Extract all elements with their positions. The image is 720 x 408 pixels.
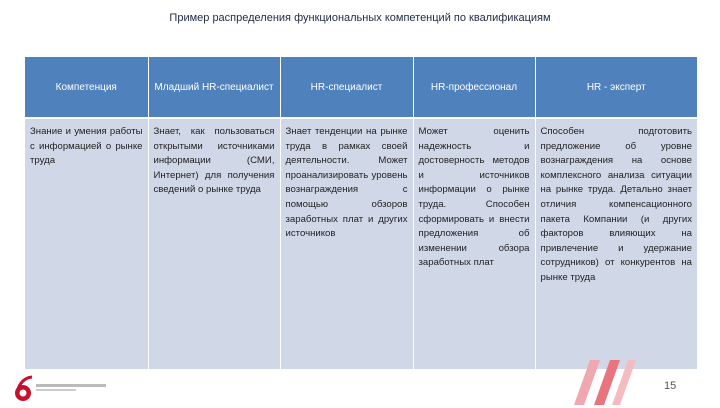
table-cell: Знание и умения работы с информацией о рынке труда xyxy=(25,118,148,369)
header-cell: HR-специалист xyxy=(280,57,413,118)
competency-table xyxy=(25,57,697,369)
table-row xyxy=(25,118,697,369)
header-cell: HR-профессионал xyxy=(413,57,535,118)
table-header-row xyxy=(25,57,697,118)
table-cell: Знает тенденции на рынке труда в рамках своей деятельности. Может проанализировать уровень вознаграждения с помощью обзоров заработных плат и других источников xyxy=(280,118,413,369)
university-logo xyxy=(12,375,122,408)
decorative-stripes xyxy=(560,360,650,405)
header-cell: Компетенция xyxy=(25,57,148,118)
table-cell: Знает, как пользоваться открытыми источниками информации (СМИ, Интернет) для получения сведений о рынке труда xyxy=(148,118,280,369)
header-cell: HR - эксперт xyxy=(535,57,697,118)
table-cell: Способен подготовить предложение об уровне вознаграждения на основе комплексного анализа ситуации на рынке труда. Детально знает отличия компенсационного пакета Компании (и других факторов влияющих на привлечение и удержание сотрудников) от конкурентов на рынке труда xyxy=(535,118,697,369)
slide-title: Пример распределения функциональных компетенций по квалификациям xyxy=(169,12,551,24)
header-cell: Младший HR-специалист xyxy=(148,57,280,118)
page-number: 15 xyxy=(664,380,677,392)
table-cell: Может оценить надежность и достоверность методов и источников информации о рынке труда. Способен сформировать и внести предложения об изменении обзора заработных плат xyxy=(413,118,535,369)
